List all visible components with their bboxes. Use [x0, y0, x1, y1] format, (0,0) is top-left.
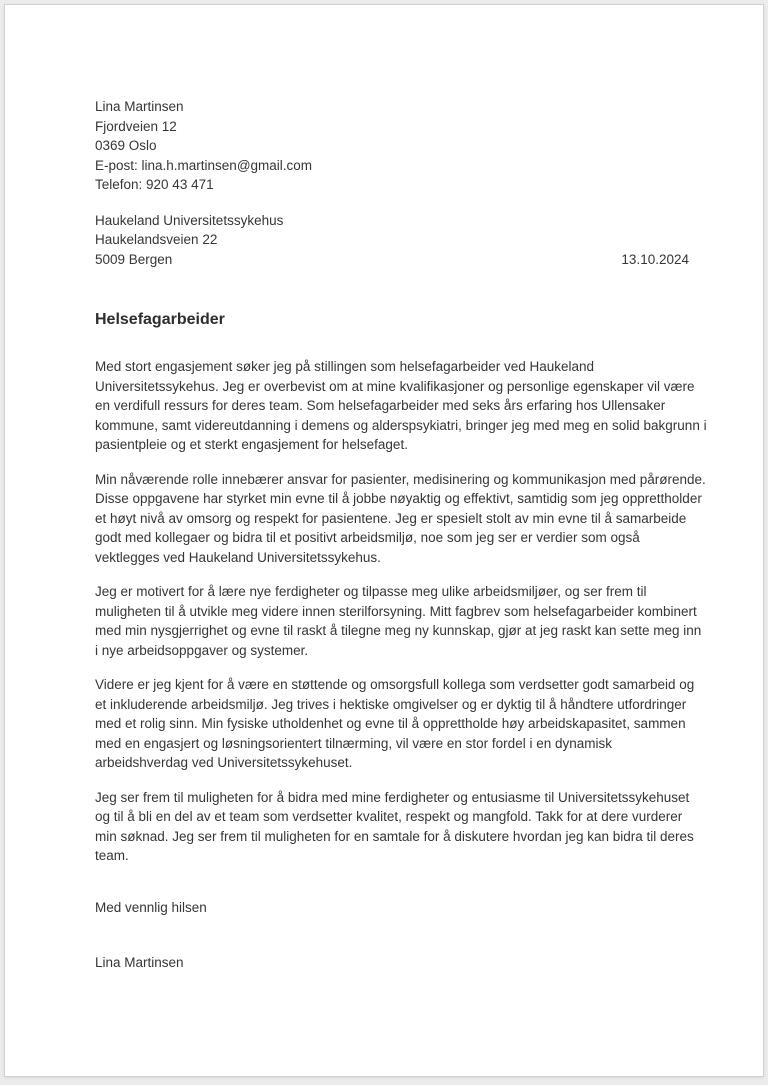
letter-content [5, 5, 763, 973]
sender-phone: Telefon: 920 43 471 [95, 177, 214, 192]
letter-heading: Helsefagarbeider [95, 311, 225, 328]
recipient-street: Haukelandsveien 22 [95, 232, 218, 247]
letter-paragraph-current-role: Min nåværende rolle innebærer ansvar for pasienter, medisinering og kommunikasjon med pårørende. Disse oppgavene har styrket min evne til å jobbe nøyaktig og effektivt, samtidig som jeg opprettholder et høyt nivå av omsorg og respekt for pasientene. Jeg er spesielt stolt av min evne til å samarbeide godt med kollegaer og bidra til et positivt arbeidsmiljø, noe som jeg ser er verdier som også vektlegges ved Haukeland Universitetssykehus. [95, 471, 706, 565]
sender-postal: 0369 Oslo [95, 138, 157, 153]
letter-date: 13.10.2024 [621, 251, 689, 267]
recipient-block [95, 211, 707, 270]
sender-street: Fjordveien 12 [95, 118, 177, 134]
signature-name: Lina Martinsen [95, 955, 184, 970]
recipient-name: Haukeland Universitetssykehus [95, 212, 284, 228]
letter-paragraph-outro: Jeg ser frem til muligheten for å bidra med mine ferdigheter og entusiasme til Universitetssykehuset og til å bli en del av et team som verdsetter kvalitet, respekt og mangfold. Takk for at dere vurderer min søknad. Jeg ser frem til muligheten for en samtale for å diskutere hvordan jeg kan bidra til deres team. [95, 789, 694, 863]
closing-phrase: Med vennlig hilsen [95, 899, 207, 915]
postal-date-row [95, 250, 707, 270]
sender-name: Lina Martinsen [95, 99, 184, 114]
letter-paragraph-motivation: Jeg er motivert for å lære nye ferdigheter og tilpasse meg ulike arbeidsmiljøer, og ser frem til muligheten til å utvikle meg videre innen sterilforsyning. Mitt fagbrev som helsefagarbeider kombinert med min nysgjerrighet og evne til raskt å tilegne meg ny kunnskap, gjør at jeg raskt kan sette meg inn i nye arbeidsoppgaver og systemer. [95, 584, 702, 658]
sender-email: E-post: lina.h.martinsen@gmail.com [95, 157, 313, 173]
recipient-postal: 5009 Bergen [95, 251, 173, 267]
letter-page [4, 4, 764, 1077]
letter-paragraph-qualities: Videre er jeg kjent for å være en støttende og omsorgsfull kollega som verdsetter godt samarbeid og et inkluderende arbeidsmiljø. Jeg trives i hektiske omgivelser og er dyktig til å håndtere utfordringer med et rolig sinn. Min fysiske utholdenhet og evne til å opprettholde høy arbeidskapasitet, sammen med en engasjert og løsningsorientert tilnærming, vil være en stor fordel i en dynamisk arbeidshverdag ved Universitetssykehuset. [95, 677, 695, 770]
sender-block [95, 97, 707, 195]
letter-paragraph-intro: Med stort engasjement søker jeg på stillingen som helsefagarbeider ved Haukeland Universitetssykehus. Jeg er overbevist om at mine kvalifikasjoner og personlige egenskaper vil være en verdifull ressurs for deres team. Som helsefagarbeider med seks års erfaring hos Ullensaker kommune, samt videreutdanning i demens og alderspsykiatri, bringer jeg med meg en solid bakgrunn i pasientpleie og et sterkt engasjement for helsefaget. [95, 359, 707, 452]
